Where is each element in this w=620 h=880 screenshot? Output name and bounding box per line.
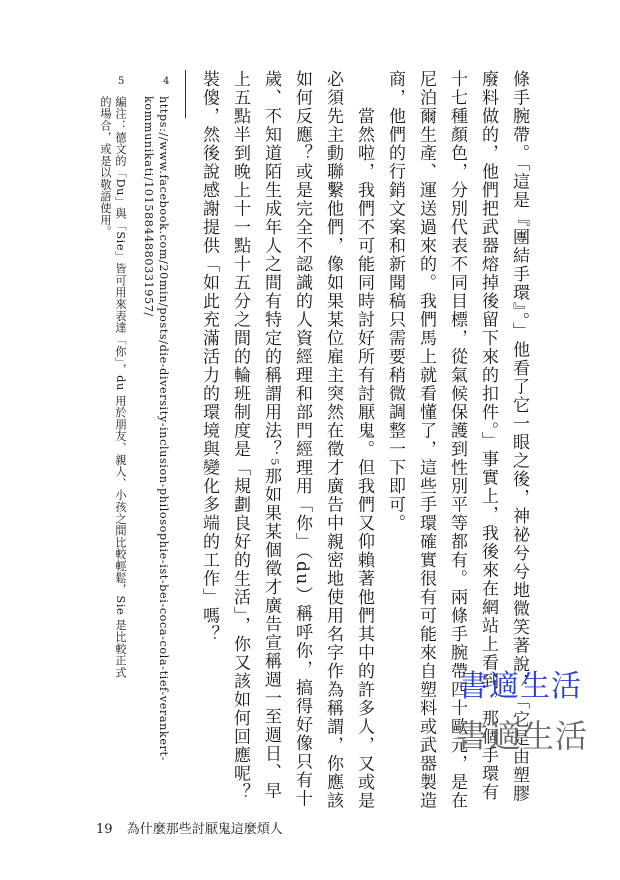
footnote-5-line-1: 編注：德文的「Du」與「Sie」皆可用來表達「你」，du 用於朋友、親人、小孩之間比較輕鬆，Sie 是比較正式	[114, 96, 127, 679]
running-title: 為什麼那些討厭鬼這麼煩人	[126, 822, 283, 837]
footnote-5-number: 5	[118, 76, 125, 87]
page-footer	[96, 818, 283, 837]
footnote-4-number: 4	[163, 76, 170, 87]
body-column-5: 商，他們的行銷文案和新聞稿只需要稍微調整一下即可。	[385, 70, 405, 533]
footnote-4-line-1[interactable]: https://www.facebook.com/20min/posts/die-diversity-inclusion-philosophie-ist-bei-coca-cola-tief-verankert-	[157, 96, 170, 761]
body-column-3: 十七種顏色，分別代表不同目標，從氣候保護到性別平等都有。兩條手腕帶四十歐元，是在	[447, 70, 467, 810]
body-column-11: 裝傻，然後說感謝提供「如此充滿活力的環境與變化多端的工作」嗎？	[199, 70, 219, 644]
footnote-4-line-2[interactable]: kommunikati/10158844880331957/	[142, 96, 155, 317]
body-column-6: 當然啦，我們不可能同時討好所有討厭鬼。但我們又仰賴著他們其中的許多人，又或是	[354, 70, 374, 810]
body-column-2: 廢料做的，他們把武器熔掉後留下來的扣件。」事實上，我後來在網站上看到，那個手環有	[478, 70, 498, 802]
body-column-4: 尼泊爾生產、運送過來的。我們馬上就看懂了，這些手環確實很有可能來自塑料或武器製造	[416, 70, 436, 810]
body-column-10: 上五點半到晚上十一點十五分之間的輪班制度是「規劃良好的生活」，你又該如何回應呢？	[230, 70, 250, 802]
watermark-logo-primary: 書適生活	[458, 669, 582, 704]
body-column-1: 條手腕帶。「這是『團結手環』。」他看了它一眼之後，神祕兮兮地微笑著說：「它是由塑膠	[509, 70, 529, 803]
watermark-logo-secondary: 書適生活	[456, 717, 589, 755]
body-column-7: 必須先主動聯繫他們，像如果某位雇主突然在徵才廣告中親密地使用名字作為稱謂，你應該	[323, 70, 343, 810]
footnote-5-line-2: 的場合，或是以敬語使用。	[99, 96, 112, 238]
body-column-8: 如何反應？或是完全不認識的人資經理和部門經理用「你」（du）稱呼你，搞得好像只有十	[292, 70, 312, 808]
body-column-9: 歲、不知道陌生成年人之間有特定的稱謂用法？⁵那如果某個徵才廣告宣稱週一至週日、早	[261, 70, 281, 800]
page-number: 19	[96, 822, 113, 837]
footnote-divider	[185, 70, 186, 118]
